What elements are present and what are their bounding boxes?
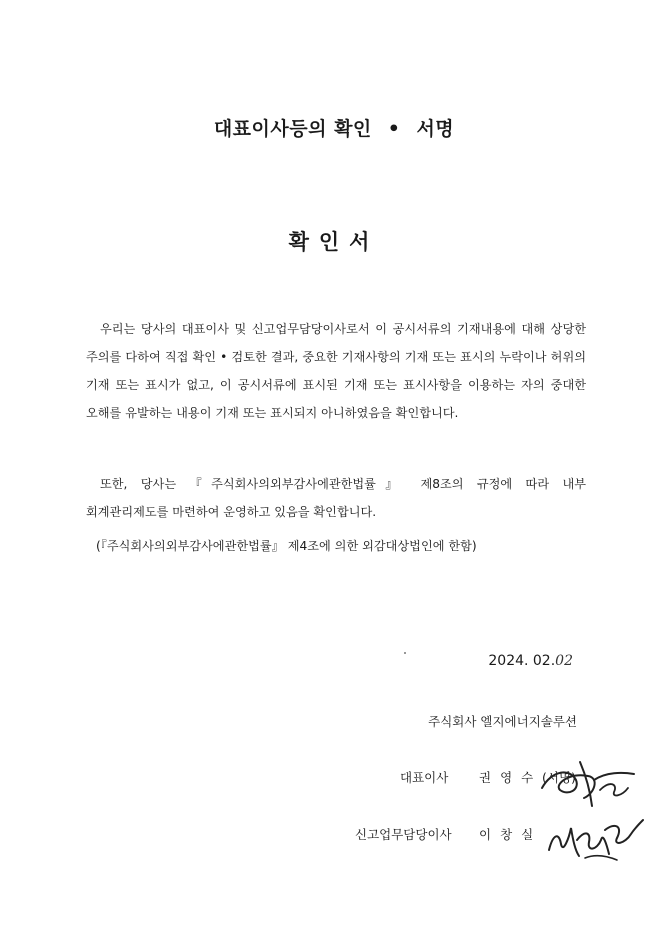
internal-control-paragraph: 또한, 당사는 『주식회사의외부감사에관한법률』 제8조의 규정에 따라 내부 회계관리제도를 마련하여 운영하고 있음을 확인합니다. [86,477,586,519]
date-printed: 2024. 02. [488,653,556,669]
main-title-separator: • [387,118,401,140]
document-sub-title: 확인서 [288,230,380,254]
confirmation-paragraph: 우리는 당사의 대표이사 및 신고업무담당이사로서 이 공시서류의 기재내용에 대해 상당한 주의를 다하여 직접 확인 • 검토한 결과, 중요한 기재사항의 기재 또는 표시의 누락이나 허위의 기재 또는 표시가 없고, 이 공시서류에 표시된 기재 또는 표시사항을 이용하는 자의 중대한 오해를 유발하는 내용이 기재 또는 표시되지 아니하였음을 확인합니다. [86,322,586,420]
scope-note: (『주식회사의외부감사에관한법률』 제4조에 의한 외감대상법인에 한함) [96,539,477,553]
company-name: 주식회사 엘지에너지솔루션 [428,714,577,729]
document-date [488,653,573,669]
main-title-right: 서명 [416,118,455,140]
disclosure-officer-signature-image [545,810,645,870]
ceo-signature-mark: (서명) [542,770,576,785]
ceo-role: 대표이사 [400,770,449,785]
main-title-left: 대표이사등의 확인 [213,118,372,140]
stray-mark [404,652,406,654]
disclosure-officer-role: 신고업무담당이사 [355,827,452,842]
disclosure-officer-name: 이창실 [479,827,543,842]
document-main-title [0,114,668,141]
ceo-name: 권영수 [479,770,543,785]
date-handwritten-day: 02 [555,653,573,669]
